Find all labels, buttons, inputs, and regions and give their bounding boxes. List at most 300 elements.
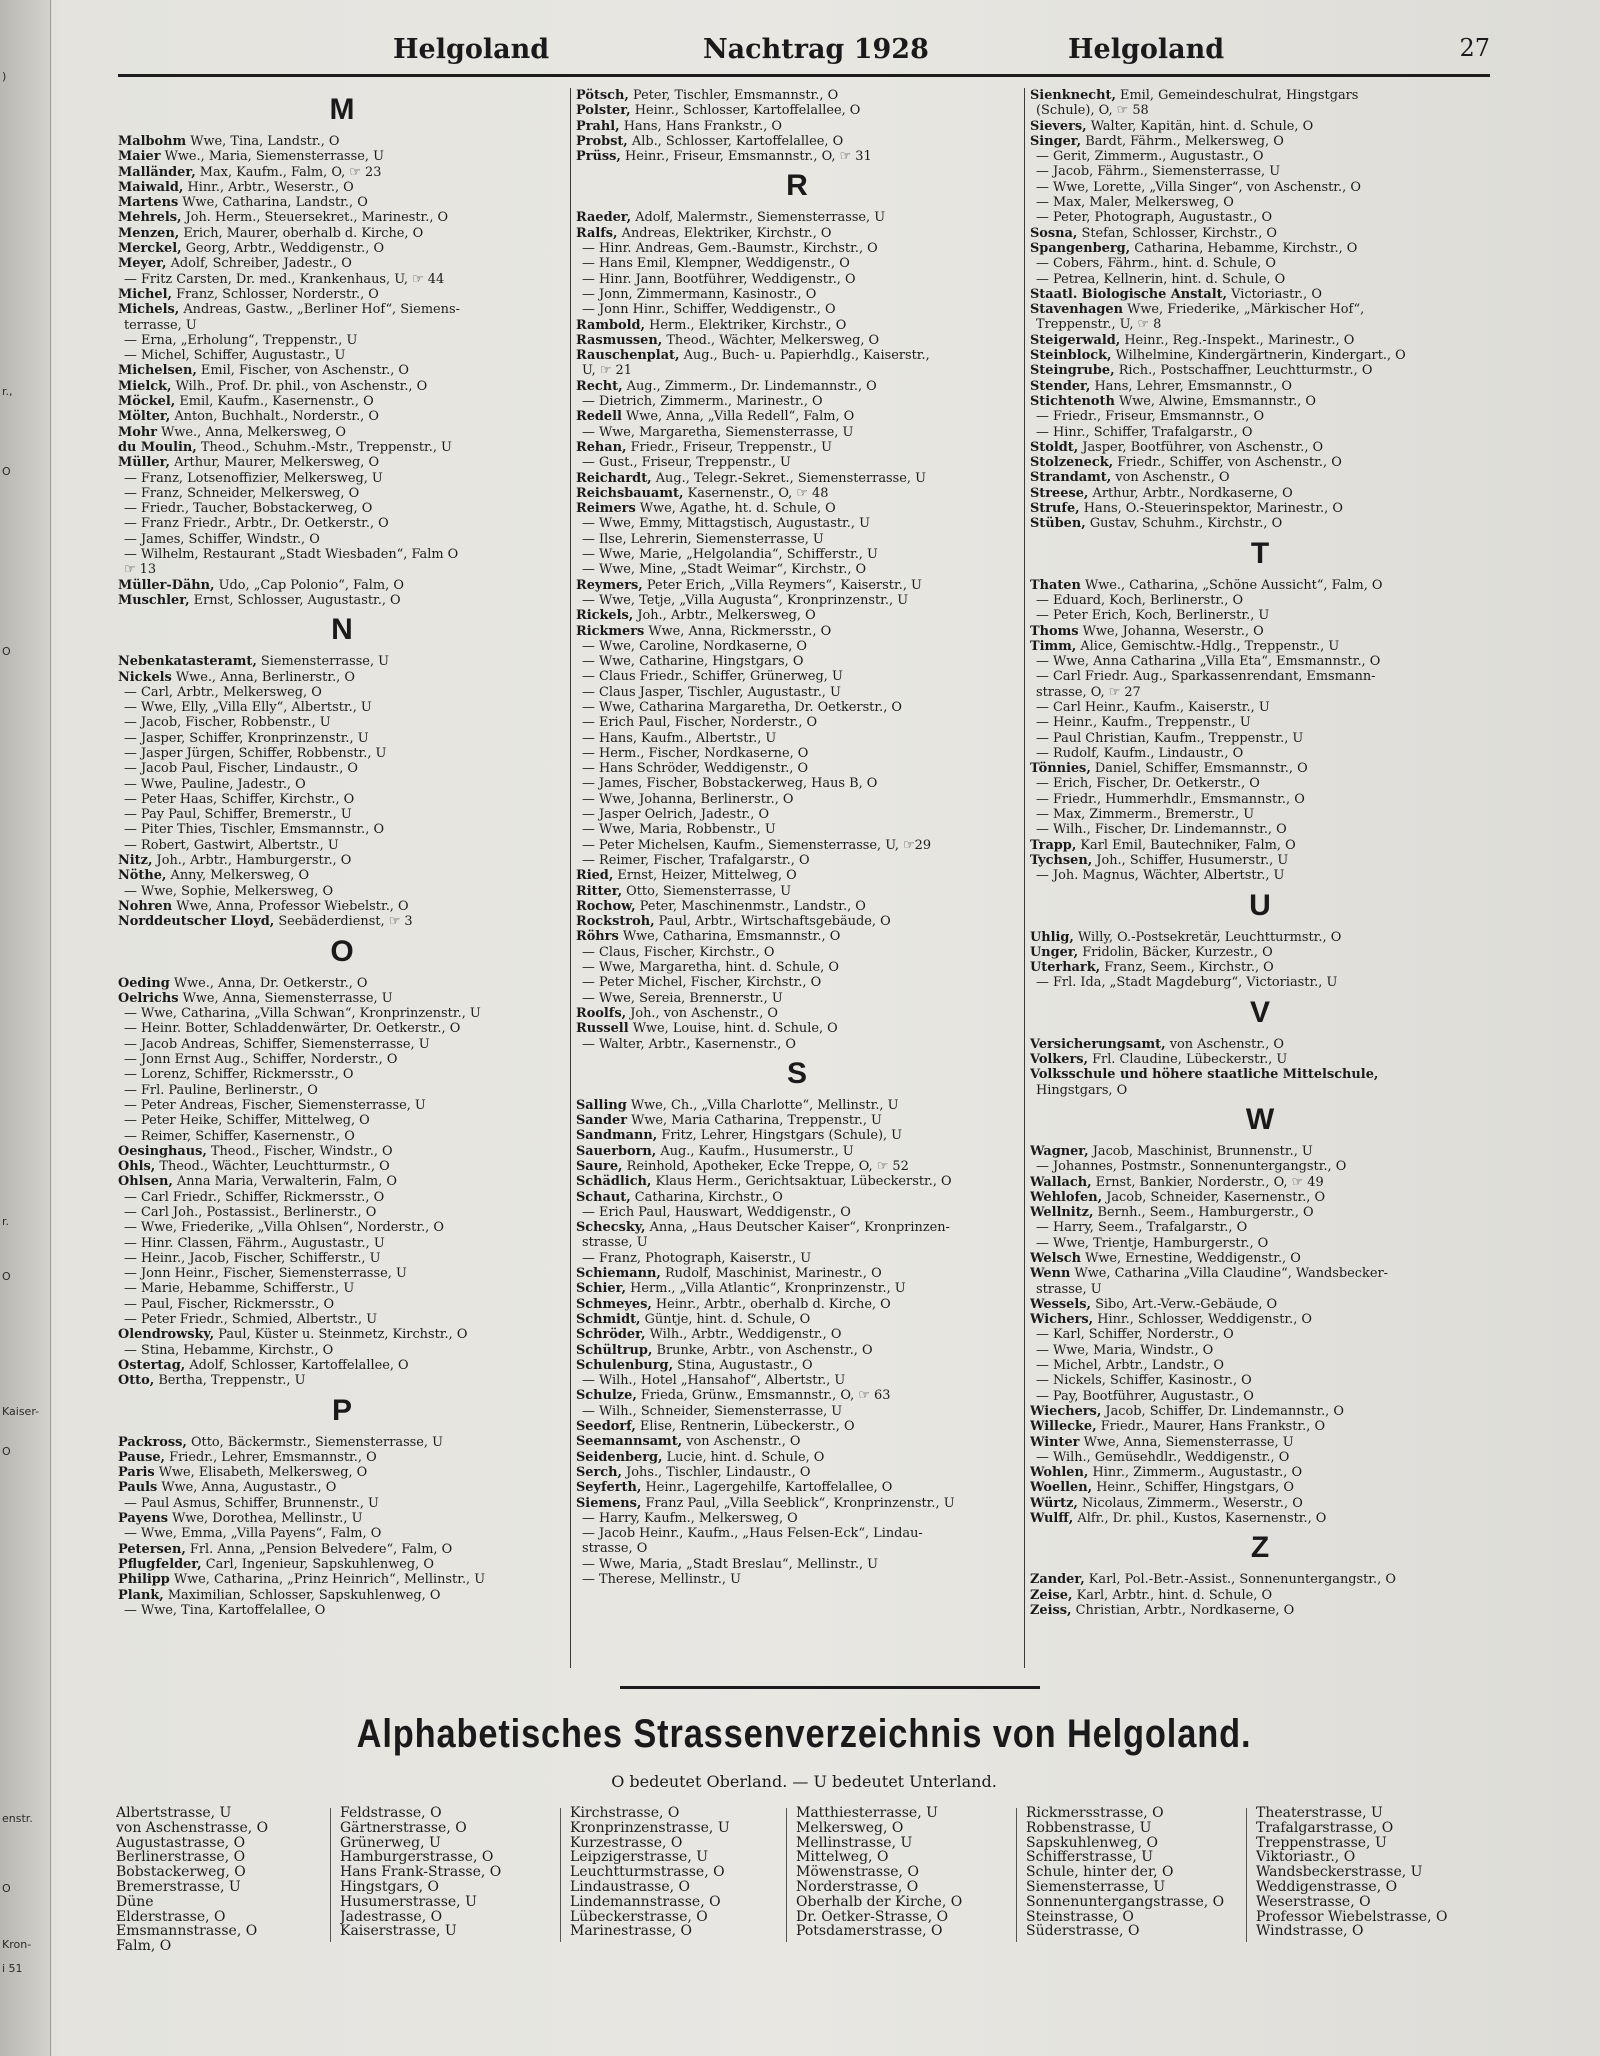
entry-surname: Serch, — [576, 1464, 623, 1480]
directory-entry — [1030, 945, 1490, 960]
section-letter: Z — [1250, 1531, 1270, 1565]
directory-entry: — Max, Zimmerm., Bremerstr., U — [1036, 807, 1255, 823]
entry-details: Anton, Buchhalt., Norderstr., O — [170, 409, 379, 425]
entry-surname: Woellen, — [1030, 1480, 1093, 1496]
street-name: Weserstrasse, O — [1256, 1894, 1371, 1910]
directory-entry: — Jacob Andreas, Schiffer, Siemensterrasse, U — [124, 1036, 430, 1052]
directory-entry: — Robert, Gastwirt, Albertstr., U — [124, 837, 339, 853]
directory-entry — [576, 318, 1018, 333]
entry-surname: Schiemann, — [576, 1266, 661, 1282]
entry-details: Heinr., Arbtr., oberhalb d. Kirche, O — [651, 1296, 891, 1312]
entry-details: Ernst, Schlosser, Augustastr., O — [189, 592, 401, 608]
entry-details: Wwe, Agathe, ht. d. Schule, O — [635, 501, 836, 517]
street-name: Norderstrasse, O — [796, 1879, 919, 1895]
directory-entry — [576, 929, 1018, 944]
directory-entry: — Harry, Seem., Trafalgarstr., O — [1036, 1220, 1248, 1236]
entry-surname: Stavenhagen — [1030, 302, 1123, 318]
street-name: Feldstrasse, O — [340, 1806, 442, 1821]
directory-entry — [1030, 348, 1490, 363]
directory-entry — [118, 1450, 566, 1465]
entry-details: Hans, Hans Frankstr., O — [619, 118, 782, 134]
directory-entry — [1030, 470, 1490, 485]
directory-entry: — Hans Emil, Klempner, Weddigenstr., O — [582, 256, 850, 272]
entry-details: Wwe., Anna, Melkersweg, O — [157, 424, 346, 440]
street-name: Robbenstrasse, U — [1026, 1820, 1152, 1836]
directory-entry: — Erna, „Erholung“, Treppenstr., U — [124, 332, 358, 348]
directory-entry: strasse, O, ☞ 27 — [1036, 684, 1141, 700]
entry-details: Otto, Siemensterrasse, U — [622, 883, 792, 899]
entry-details: Emil, Gemeindeschulrat, Hingstgars — [1115, 88, 1359, 103]
directory-entry — [118, 1557, 566, 1572]
entry-details: Frieda, Grünw., Emsmannstr., O, ☞ 63 — [636, 1388, 891, 1404]
section-letter: R — [786, 169, 808, 203]
directory-entry: — Dietrich, Zimmerm., Marinestr., O — [582, 394, 823, 410]
directory-entry: — Max, Maler, Melkersweg, O — [1036, 195, 1234, 211]
entry-details: Wilhelmine, Kindergärtnerin, Kindergart., O — [1111, 348, 1406, 364]
entry-surname: Meyer, — [118, 256, 167, 272]
directory-entry: — Wwe, Lorette, „Villa Singer“, von Aschenstr., O — [1036, 179, 1361, 195]
entry-surname: Salling — [576, 1097, 627, 1113]
directory-entry — [1030, 302, 1490, 317]
entry-surname: Seemannsamt, — [576, 1434, 683, 1450]
directory-entry: — Peter, Photograph, Augustastr., O — [1036, 210, 1273, 226]
entry-surname: Mielck, — [118, 378, 172, 394]
directory-entry: — Carl Heinr., Kaufm., Kaiserstr., U — [1036, 699, 1270, 715]
section-letter: W — [1245, 1102, 1275, 1136]
street-name: Oberhalb der Kirche, O — [796, 1894, 963, 1910]
directory-entry — [118, 1480, 566, 1495]
directory-entry: — Frl. Pauline, Berlinerstr., O — [124, 1082, 318, 1098]
directory-entry — [1030, 134, 1490, 149]
directory-entry: — Wwe, Emma, „Villa Payens“, Falm, O — [124, 1526, 382, 1542]
entry-surname: Ritter, — [576, 883, 623, 899]
directory-entry: — Erich, Fischer, Dr. Oetkerstr., O — [1036, 776, 1260, 792]
entry-surname: Tychsen, — [1030, 852, 1093, 868]
entry-surname: Recht, — [576, 378, 623, 394]
entry-surname: Uterhark, — [1030, 960, 1101, 976]
directory-entry: — Jasper Oelrich, Jadestr., O — [582, 807, 770, 823]
entry-details: Alice, Gemischtw.-Hdlg., Treppenstr., U — [1076, 638, 1340, 654]
directory-entry: — Wilh., Gemüsehdlr., Weddigenstr., O — [1036, 1449, 1290, 1465]
directory-entry: — Walter, Arbtr., Kasernenstr., O — [582, 1036, 796, 1052]
directory-entry: — Carl Joh., Postassist., Berlinerstr., O — [124, 1205, 377, 1220]
entry-surname: Steingrube, — [1030, 363, 1115, 379]
edge-fragment: r., — [2, 385, 13, 398]
directory-entry — [1030, 639, 1490, 654]
directory-entry — [118, 1327, 566, 1342]
edge-fragment: Kron- — [2, 1938, 32, 1951]
entry-surname: Wulff, — [1030, 1511, 1074, 1527]
directory-entry — [576, 578, 1018, 593]
street-name: Dr. Oetker-Strasse, O — [796, 1909, 949, 1925]
street-name: Grünerweg, U — [340, 1835, 441, 1851]
entry-surname: Steinblock, — [1030, 348, 1112, 364]
directory-entry — [1030, 1511, 1490, 1526]
entry-surname: Wallach, — [1030, 1174, 1092, 1190]
entry-details: Wwe, Louise, hint. d. Schule, O — [628, 1021, 838, 1037]
directory-entry: — Wwe, Catharine, Hingstgars, O — [582, 654, 804, 670]
directory-entry: — Wwe, Maria, Windstr., O — [1036, 1342, 1214, 1358]
entry-surname: Ostertag, — [118, 1357, 186, 1373]
street-name: Jadestrasse, O — [340, 1909, 443, 1925]
entry-details: von Aschenstr., O — [682, 1434, 801, 1450]
directory-entry — [118, 210, 566, 225]
entry-details: Andreas, Elektriker, Kirchstr., O — [617, 225, 832, 241]
directory-entry — [1030, 516, 1490, 531]
directory-entry — [576, 1174, 1018, 1189]
entry-details: Bertha, Treppenstr., U — [154, 1373, 306, 1389]
entry-details: Peter Erich, „Villa Reymers“, Kaiserstr., U — [642, 577, 922, 593]
entry-details: Gustav, Schuhm., Kirchstr., O — [1085, 516, 1283, 532]
directory-entry: — Jasper, Schiffer, Kronprinzenstr., U — [124, 730, 369, 746]
directory-entry: — Jonn, Zimmermann, Kasinostr., O — [582, 286, 817, 302]
directory-entry — [118, 165, 566, 180]
street-name: Husumerstrasse, U — [340, 1894, 477, 1910]
directory-entry — [1030, 1419, 1490, 1434]
directory-entry — [118, 654, 566, 669]
entry-surname: Spangenberg, — [1030, 240, 1131, 256]
directory-entry — [118, 1144, 566, 1159]
directory-entry: — Karl, Schiffer, Norderstr., O — [1036, 1327, 1234, 1343]
entry-surname: Philipp — [118, 1572, 170, 1588]
entry-details: Bardt, Fährm., Melkersweg, O — [1081, 133, 1284, 149]
entry-surname: Norddeutscher Lloyd, — [118, 914, 275, 930]
directory-entry — [118, 1358, 566, 1373]
directory-entry: — Claus Jasper, Tischler, Augustastr., U — [582, 684, 841, 700]
street-name: Hamburgerstrasse, O — [340, 1850, 494, 1866]
entry-surname: Staatl. Biologische Anstalt, — [1030, 286, 1228, 302]
directory-entry — [576, 1312, 1018, 1327]
entry-details: Catharina, Kirchstr., O — [630, 1189, 783, 1205]
directory-entry — [576, 471, 1018, 486]
entry-details: Wwe, Catharina, Landstr., O — [178, 195, 368, 211]
directory-entry: — Wwe, Emmy, Mittagstisch, Augustastr., U — [582, 516, 870, 532]
entry-surname: Reymers, — [576, 577, 643, 593]
directory-entry — [576, 1128, 1018, 1143]
street-name: Windstrasse, O — [1256, 1924, 1364, 1940]
directory-entry: — Reimer, Schiffer, Kasernenstr., O — [124, 1128, 355, 1144]
entry-surname: Siemens, — [576, 1495, 642, 1511]
entry-surname: Volksschule und höhere staatliche Mittelschule, — [1030, 1067, 1379, 1083]
page-number: 27 — [1459, 34, 1490, 62]
entry-surname: Prüss, — [576, 149, 621, 165]
directory-entry — [118, 1174, 566, 1189]
entry-surname: Sievers, — [1030, 118, 1087, 134]
entry-details: Christian, Arbtr., Nordkaserne, O — [1071, 1602, 1295, 1618]
street-name: Sonnenuntergangstrasse, O — [1026, 1894, 1225, 1910]
entry-surname: Zander, — [1030, 1572, 1085, 1588]
entry-details: Wwe., Catharina, „Schöne Aussicht“, Falm, O — [1080, 577, 1383, 593]
entry-details: Franz, Schlosser, Norderstr., O — [171, 286, 379, 302]
entry-details: Reinhold, Apotheker, Ecke Treppe, O, ☞ 52 — [622, 1159, 909, 1174]
directory-entry: terrasse, U — [124, 317, 197, 333]
directory-entry — [576, 1327, 1018, 1342]
entry-surname: Menzen, — [118, 225, 180, 241]
directory-entry: — Frl. Ida, „Stadt Magdeburg“, Victoriastr., U — [1036, 975, 1338, 991]
entry-details: Franz Paul, „Villa Seeblick“, Kronprinzenstr., U — [641, 1495, 955, 1511]
entry-surname: Strufe, — [1030, 501, 1080, 517]
directory-entry: — Hinr. Jann, Bootführer, Weddigenstr., O — [582, 271, 856, 287]
street-name: Trafalgarstrasse, O — [1256, 1820, 1394, 1836]
directory-entry: — Heinr., Kaufm., Treppenstr., U — [1036, 715, 1251, 731]
entry-surname: Rickmers — [576, 623, 645, 639]
header-center: Nachtrag 1928 — [703, 34, 929, 65]
directory-entry — [1030, 1205, 1490, 1220]
directory-entry — [576, 1098, 1018, 1113]
entry-surname: Wagner, — [1030, 1143, 1089, 1159]
directory-entry: — Hinr. Andreas, Gem.-Baumstr., Kirchstr., O — [582, 241, 878, 257]
directory-entry: — Eduard, Koch, Berlinerstr., O — [1036, 592, 1244, 608]
entry-surname: Rochow, — [576, 898, 636, 914]
entry-details: Wwe, Anna, Siemensterrasse, U — [178, 990, 393, 1006]
entry-surname: Olendrowsky, — [118, 1327, 215, 1343]
entry-details: Daniel, Schiffer, Emsmannstr., O — [1090, 761, 1308, 777]
entry-details: Arthur, Arbtr., Nordkaserne, O — [1088, 485, 1293, 501]
directory-entry — [1030, 578, 1490, 593]
directory-entry — [576, 88, 1018, 103]
street-column — [570, 1806, 784, 1939]
street-name: Siemensterrasse, U — [1026, 1879, 1166, 1895]
directory-entry — [118, 868, 566, 883]
directory-entry — [118, 363, 566, 378]
entry-surname: Maier — [118, 149, 161, 165]
entry-surname: Mohr — [118, 424, 158, 440]
directory-entry — [576, 1159, 1018, 1174]
directory-entry — [118, 578, 566, 593]
street-column — [340, 1806, 554, 1939]
header-right: Helgoland — [1068, 34, 1225, 65]
entry-details: Jacob, Schiffer, Dr. Lindemannstr., O — [1101, 1403, 1344, 1419]
edge-fragment: enstr. — [2, 1812, 33, 1825]
directory-entry: — Joh. Magnus, Wächter, Albertstr., U — [1036, 868, 1285, 884]
entry-surname: Wellnitz, — [1030, 1205, 1094, 1221]
directory-entry — [118, 1465, 566, 1480]
street-name: Falm, O — [116, 1939, 172, 1954]
entry-surname: Nöthe, — [118, 868, 167, 884]
entry-surname: Streese, — [1030, 485, 1089, 501]
directory-entry: — Peter Andreas, Fischer, Siemensterrasse, U — [124, 1097, 426, 1113]
entry-details: Maximilian, Schlosser, Sapskuhlenweg, O — [163, 1587, 441, 1603]
directory-entry — [576, 333, 1018, 348]
directory-entry: — Friedr., Friseur, Emsmannstr., O — [1036, 409, 1265, 425]
entry-surname: Prahl, — [576, 118, 620, 134]
entry-details: Theod., Fischer, Windstr., O — [206, 1143, 393, 1159]
entry-details: Wwe, Elisabeth, Melkersweg, O — [154, 1465, 368, 1481]
entry-surname: Rambold, — [576, 317, 646, 333]
entry-details: Seebäderdienst, ☞ 3 — [274, 914, 413, 930]
entry-details: Heinr., Schiffer, Hingstgars, O — [1092, 1480, 1294, 1496]
directory-entry: — Wwe, Margaretha, hint. d. Schule, O — [582, 960, 839, 976]
entry-details: Bernh., Seem., Hamburgerstr., O — [1093, 1205, 1314, 1221]
column-divider — [570, 88, 571, 1668]
entry-surname: Stichtenoth — [1030, 393, 1115, 409]
entry-surname: Sandmann, — [576, 1128, 658, 1144]
directory-entry: — Wilh., Fischer, Dr. Lindemannstr., O — [1036, 822, 1287, 838]
entry-surname: Seyferth, — [576, 1480, 642, 1496]
directory-entry — [1030, 379, 1490, 394]
entry-details: Johs., Tischler, Lindaustr., O — [622, 1464, 811, 1480]
directory-entry — [576, 103, 1018, 118]
directory-entry — [118, 899, 566, 914]
section-letter: S — [786, 1056, 807, 1090]
directory-entry — [1030, 1266, 1490, 1281]
entry-surname: Wessels, — [1030, 1296, 1091, 1312]
entry-details: Alb., Schlosser, Kartoffelallee, O — [627, 133, 844, 149]
directory-entry: — Carl Friedr. Aug., Sparkassenrendant, Emsmann- — [1036, 669, 1376, 685]
entry-surname: Ried, — [576, 868, 614, 884]
street-name: Treppenstrasse, U — [1256, 1835, 1387, 1851]
entry-surname: Thaten — [1030, 577, 1081, 593]
directory-entry: — Wilh., Schneider, Siemensterrasse, U — [582, 1403, 843, 1419]
directory-entry: — Friedr., Taucher, Bobstackerweg, O — [124, 501, 373, 517]
entry-details: Wwe, Tina, Landstr., O — [186, 134, 340, 149]
directory-entry — [576, 486, 1018, 501]
directory-entry: — Herm., Fischer, Nordkaserne, O — [582, 745, 809, 761]
entry-details: Wwe, Catharina „Villa Claudine“, Wandsbecker- — [1070, 1266, 1388, 1282]
directory-entry: — Claus, Fischer, Kirchstr., O — [582, 944, 775, 960]
directory-entry: — Peter Haas, Schiffer, Kirchstr., O — [124, 791, 355, 807]
entry-surname: Ohls, — [118, 1159, 156, 1175]
entry-surname: Thoms — [1030, 623, 1079, 639]
directory-entry — [118, 195, 566, 210]
entry-details: Adolf, Schreiber, Jadestr., O — [166, 256, 352, 272]
entry-surname: Schulenburg, — [576, 1357, 674, 1373]
entry-details: Catharina, Hebamme, Kirchstr., O — [1130, 240, 1358, 256]
directory-entry — [118, 180, 566, 195]
directory-entry: — Peter Friedr., Schmied, Albertstr., U — [124, 1312, 378, 1328]
entry-surname: Nitz, — [118, 853, 153, 869]
entry-details: Wwe, Johanna, Weserstr., O — [1078, 623, 1264, 639]
directory-entry: — Wwe, Catharina, „Villa Schwan“, Kronprinzenstr., U — [124, 1006, 481, 1022]
entry-details: Wwe, Anna, Rickmersstr., O — [644, 623, 832, 639]
directory-entry: — Wwe, Caroline, Nordkaserne, O — [582, 638, 807, 654]
entry-surname: Wehlofen, — [1030, 1189, 1103, 1205]
directory-entry — [1030, 838, 1490, 853]
street-name: Bremerstrasse, U — [116, 1879, 241, 1895]
directory-entry — [118, 226, 566, 241]
directory-entry: — Heinr. Botter, Schladdenwärter, Dr. Oetkerstr., O — [124, 1021, 461, 1037]
entry-surname: Zeiss, — [1030, 1602, 1072, 1618]
entry-details: Stefan, Schlosser, Kirchstr., O — [1077, 225, 1277, 241]
street-name: Steinstrasse, O — [1026, 1909, 1134, 1925]
entry-surname: Roolfs, — [576, 1005, 627, 1021]
directory-entry: Hingstgars, O — [1036, 1082, 1128, 1098]
directory-entry: — Jacob Heinr., Kaufm., „Haus Felsen-Eck“, Lindau- — [582, 1526, 923, 1542]
directory-column-2 — [576, 88, 1018, 1587]
entry-details: Nicolaus, Zimmerm., Weserstr., O — [1077, 1495, 1303, 1511]
street-column-divider — [1246, 1808, 1247, 1942]
directory-entry — [1030, 761, 1490, 776]
directory-entry: — Petrea, Kellnerin, hint. d. Schule, O — [1036, 271, 1286, 287]
entry-surname: Packross, — [118, 1434, 187, 1450]
entry-surname: Trapp, — [1030, 837, 1077, 853]
section-letter: M — [329, 93, 355, 126]
directory-entry: — Therese, Mellinstr., U — [582, 1572, 741, 1588]
entry-surname: Timm, — [1030, 638, 1077, 654]
directory-entry: — Jonn Ernst Aug., Schiffer, Norderstr., O — [124, 1052, 398, 1068]
entry-surname: Wiechers, — [1030, 1403, 1102, 1419]
entry-surname: Sienknecht, — [1030, 88, 1116, 103]
directory-entry — [1030, 1404, 1490, 1419]
directory-entry — [118, 394, 566, 409]
directory-entry: — Ilse, Lehrerin, Siemensterrasse, U — [582, 531, 824, 547]
street-column-divider — [560, 1808, 561, 1942]
entry-surname: Unger, — [1030, 944, 1079, 960]
entry-details: Klaus Herm., Gerichtsaktuar, Lübeckerstr., O — [651, 1174, 952, 1190]
entry-surname: Malbohm — [118, 134, 187, 149]
entry-details: Karl Emil, Bautechniker, Falm, O — [1076, 837, 1296, 853]
entry-surname: Singer, — [1030, 133, 1082, 149]
edge-fragment: i 51 — [2, 1962, 23, 1975]
directory-entry — [576, 608, 1018, 623]
entry-surname: Reimers — [576, 501, 636, 517]
directory-entry: — Erich Paul, Fischer, Norderstr., O — [582, 715, 818, 731]
entry-details: Wwe, Friederike, „Märkischer Hof“, — [1123, 302, 1365, 318]
directory-entry — [576, 134, 1018, 149]
entry-details: Wwe., Anna, Dr. Oetkerstr., O — [169, 975, 368, 991]
directory-entry — [576, 1343, 1018, 1358]
street-column — [1026, 1806, 1240, 1939]
entry-details: Theod., Schuhm.-Mstr., Treppenstr., U — [196, 439, 452, 455]
street-name: Emsmannstrasse, O — [116, 1924, 258, 1940]
directory-entry: ☞ 13 — [124, 562, 157, 578]
entry-details: Wwe, Anna, Augustastr., O — [157, 1480, 337, 1496]
directory-entry — [1030, 1312, 1490, 1327]
directory-entry — [576, 348, 1018, 363]
entry-surname: Michels, — [118, 302, 180, 318]
entry-surname: Plank, — [118, 1587, 164, 1603]
directory-entry: — Wwe, Anna Catharina „Villa Eta“, Emsmannstr., O — [1036, 654, 1381, 670]
entry-details: Heinr., Schlosser, Kartoffelallee, O — [630, 103, 861, 119]
directory-entry — [576, 149, 1018, 164]
entry-details: Victoriastr., O — [1227, 286, 1322, 302]
directory-entry — [118, 1435, 566, 1450]
entry-details: Anna Maria, Verwalterin, Falm, O — [172, 1174, 397, 1190]
directory-entry: — Jacob, Fischer, Robbenstr., U — [124, 715, 331, 731]
entry-details: Sibo, Art.-Verw.-Gebäude, O — [1090, 1296, 1278, 1312]
directory-columns — [118, 88, 1490, 1688]
entry-details: Fridolin, Bäcker, Kurzestr., O — [1078, 944, 1273, 960]
entry-surname: Seedorf, — [576, 1419, 636, 1435]
street-name: Professor Wiebelstrasse, O — [1256, 1909, 1448, 1925]
entry-surname: Pause, — [118, 1449, 166, 1465]
street-column — [796, 1806, 1010, 1939]
directory-entry: — Wwe, Margaretha, Siemensterrasse, U — [582, 424, 854, 440]
street-name: Sapskuhlenweg, O — [1026, 1835, 1158, 1851]
street-name: Viktoriastr., O — [1256, 1850, 1356, 1866]
street-name: Schifferstrasse, U — [1026, 1850, 1154, 1866]
directory-entry: — James, Schiffer, Windstr., O — [124, 531, 320, 547]
directory-entry — [118, 149, 566, 164]
directory-entry — [1030, 1297, 1490, 1312]
directory-entry: — Carl, Arbtr., Melkersweg, O — [124, 684, 322, 700]
entry-details: Ernst, Bankier, Norderstr., O, ☞ 49 — [1091, 1174, 1324, 1190]
directory-entry — [1030, 501, 1490, 516]
entry-details: Arthur, Maurer, Melkersweg, O — [169, 455, 380, 471]
directory-entry: U, ☞ 21 — [582, 363, 632, 379]
entry-surname: Maiwald, — [118, 179, 184, 195]
directory-entry: — Jonn Hinr., Schiffer, Weddigenstr., O — [582, 302, 836, 318]
directory-entry: — Wwe, Maria, Robbenstr., U — [582, 822, 776, 838]
directory-entry — [576, 899, 1018, 914]
entry-surname: Strandamt, — [1030, 470, 1112, 486]
entry-surname: Rasmussen, — [576, 332, 663, 348]
directory-entry: — Wwe, Marie, „Helgolandia“, Schifferstr., U — [582, 547, 878, 563]
entry-surname: Rehan, — [576, 439, 627, 455]
entry-details: Heinr., Friseur, Emsmannstr., O, ☞ 31 — [620, 149, 872, 165]
directory-entry: Treppenstr., U, ☞ 8 — [1036, 317, 1162, 333]
entry-surname: Malländer, — [118, 164, 196, 180]
